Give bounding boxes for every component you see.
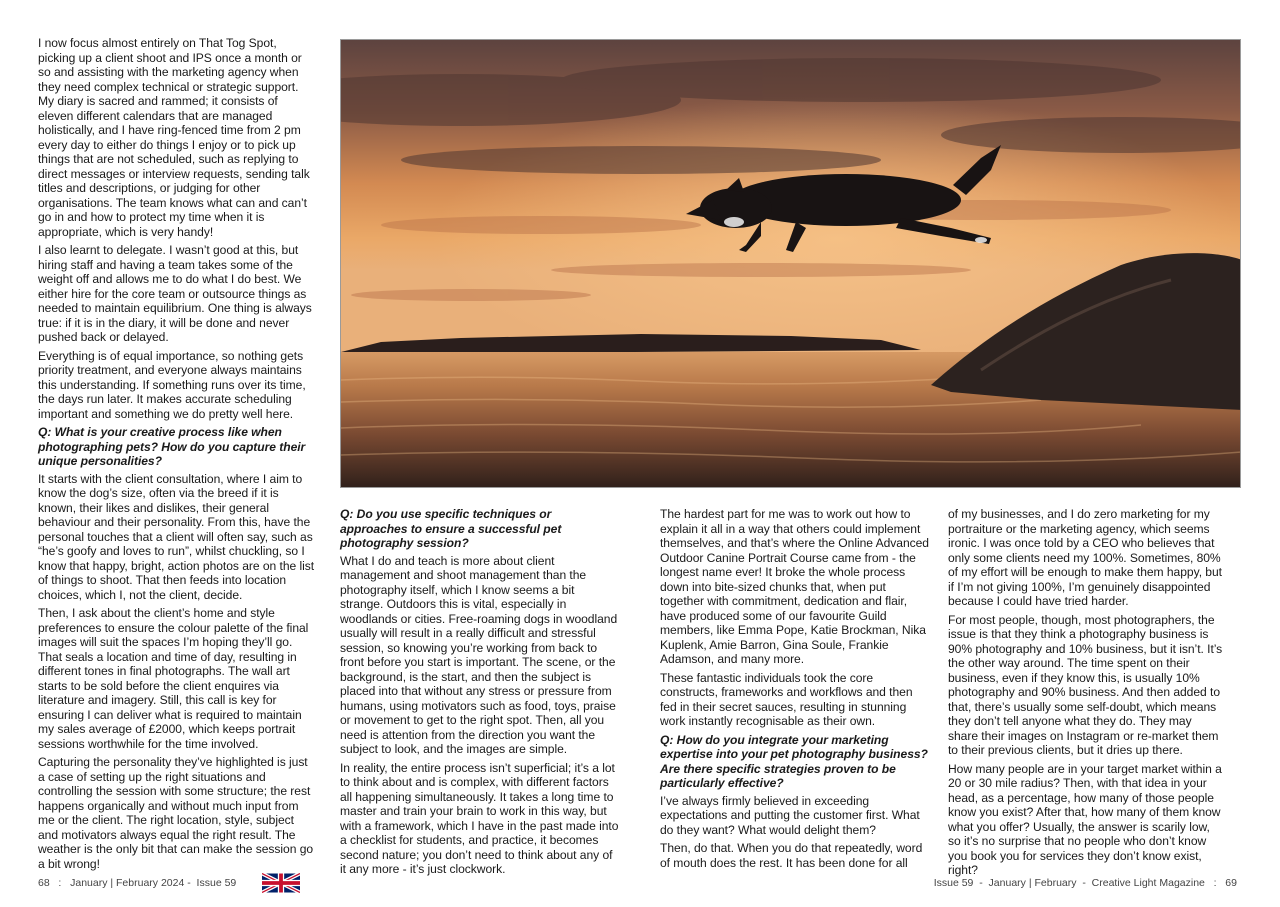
paragraph: Then, do that. When you do that repeatedly, word of mouth does the rest. It has been done for all xyxy=(660,841,923,870)
paragraph: Capturing the personality they’ve highlighted is just a case of setting up the right situations and controlling the session with some structure; the rest happens organically and without much input from me or the client. The right location, style, subject and motivators always equal the right result. The weather is the only bit that can make the session go a bit wrong! xyxy=(38,755,314,871)
paragraph: In reality, the entire process isn’t superficial; it’s a lot to think about and is complex, with different factors all happening simultaneously. It takes a long time to master and train your brain to work in this way, but with a framework, which I have in the past made into a checklist for students, and practice, it becomes second nature; you don’t need to think about any of it any more - it’s just clockwork. xyxy=(340,760,619,876)
paragraph: Then, I ask about the client’s home and style preferences to ensure the colour palette of the final images will suit the spaces I’m hoping they’ll go. That seals a location and time of day, resulting in different tones in final photographs. The wall art starts to be sold before the client enquires via literature and imagery. Still, this call is key for ensuring I can deliver what is required to maintain my sales average of £2000, which keeps portrait sessions worthwhile for the time involved. xyxy=(38,606,309,751)
paragraph: For most people, though, most photographers, the issue is that they think a photography business is 90% photography and 10% business, but it isn’t. It’s the other way around. The time spent on their business, even if they know this, is usually 10% photography and 90% business. And then added to that, there’s usually some self-doubt, which means they don’t tell anyone what they do. They may share their images on Instagram or re-market them to their previous clients, but it dries up there. xyxy=(948,612,1223,757)
question-heading: Q: How do you integrate your marketing expertise into your pet photography business? Are there specific strategies proven to be particularly effective? xyxy=(660,732,928,790)
paragraph: I now focus almost entirely on That Tog Spot, picking up a client shoot and IPS once a month or so and assisting with the marketing agency when they need complex technical or strategic support. My diary is sacred and rammed; it consists of eleven different calendars that are managed holistically, and I have ring-fenced time from 2 pm every day to either do things I enjoy or to pick up things that are not scheduled, such as replying to direct messages or interview requests, sending talk titles and descriptions, or judging for other organisations. The team knows what can and can’t go in and how to protect my time when it is appropriate, which is very handy! xyxy=(38,36,310,239)
paragraph: of my businesses, and I do zero marketing for my portraiture or the marketing agency, which seems ironic. I was once told by a CEO who believes that only some clients need my 100%. Sometimes, 80% of my effort will be enough to make them happy, but if I’m not giving 100%, I’m genuinely disappointed because I could have tried harder. xyxy=(948,507,1222,608)
paragraph: I also learnt to delegate. I wasn’t good at this, but hiring staff and having a team takes some of the weight off and allows me to do what I do best. We either hire for the core team or outsource things as needed to maintain equilibrium. One thing is always true: if it is in the diary, it will be done and never pushed back or delayed. xyxy=(38,243,312,344)
text-column-2 xyxy=(340,507,620,881)
hero-photo xyxy=(340,39,1241,488)
paragraph: It starts with the client consultation, where I aim to know the dog’s size, often via the breed if it is known, their likes and dislikes, their general behaviour and their personality. From this, have the personal touches that a client will often say, such as “he’s goofy and loves to run”, whilst chuckling, so I know that happy, bright, action photos are on the list of things to shoot. That then feeds into location choices, which I, not the client, decide. xyxy=(38,471,315,602)
text-column-1 xyxy=(38,36,316,875)
paragraph: What I do and teach is more about client management and shoot management than the photography itself, which I know seems a bit strange. Outdoors this is vital, especially in woodlands or cities. Free-roaming dogs in woodland usually will result in a really difficult and stressful session, so knowing you’re working from back to front before you start is important. The scene, or the background, is the start, and then the subject is placed into that without any stress or pressure from humans, using motivators such as food, toys, praise or movement to get to the right spot. Then, all you need is attention from the direction you want the subject to look, and the images are simple. xyxy=(340,553,618,756)
sunset-dog-jump-image xyxy=(341,40,1241,488)
question-heading: Q: Do you use specific techniques or approaches to ensure a successful pet photography session? xyxy=(340,507,562,550)
paragraph: I’ve always firmly believed in exceeding expectations and putting the customer first. What do they want? What would delight them? xyxy=(660,793,920,837)
uk-flag-icon xyxy=(262,873,300,893)
text-column-3 xyxy=(660,507,932,874)
paragraph: The hardest part for me was to work out how to explain it all in a way that others could implement themselves, and that’s where the Online Advanced Outdoor Canine Portrait Course came from - the longest name ever! It broke the whole process down into bite-sized chunks that, when put together with commitment, dedication and flair, have produced some of our favourite Guild members, like Emma Pope, Katie Brockman, Nika Kuplenk, Amie Barron, Gina Soule, Frankie Adamson, and many more. xyxy=(660,507,929,666)
footer-right-folio: Issue 59 - January | February - Creative Light Magazine : 69 xyxy=(933,877,1237,889)
paragraph: These fantastic individuals took the core constructs, frameworks and workflows and then fed in their secret sauces, resulting in stunning work instantly recognisable as their own. xyxy=(660,670,913,728)
footer-left-folio: 68 : January | February 2024 - Issue 59 xyxy=(38,877,237,889)
text-column-4 xyxy=(948,507,1224,882)
paragraph: Everything is of equal importance, so nothing gets priority treatment, and everyone always maintains this understanding. If something runs over its time, the days run later. It makes accurate scheduling important and something we do pretty well here. xyxy=(38,348,306,421)
paragraph: How many people are in your target market within a 20 or 30 mile radius? Then, with that idea in your head, as a percentage, how many of those people know you exist? After that, how many of them know what you offer? Usually, the answer is scarily low, so it’s no surprise that no people who don’t know you book you for services they don’t know exist, right? xyxy=(948,761,1222,877)
question-heading: Q: What is your creative process like when photographing pets? How do you capture their unique personalities? xyxy=(38,425,306,468)
